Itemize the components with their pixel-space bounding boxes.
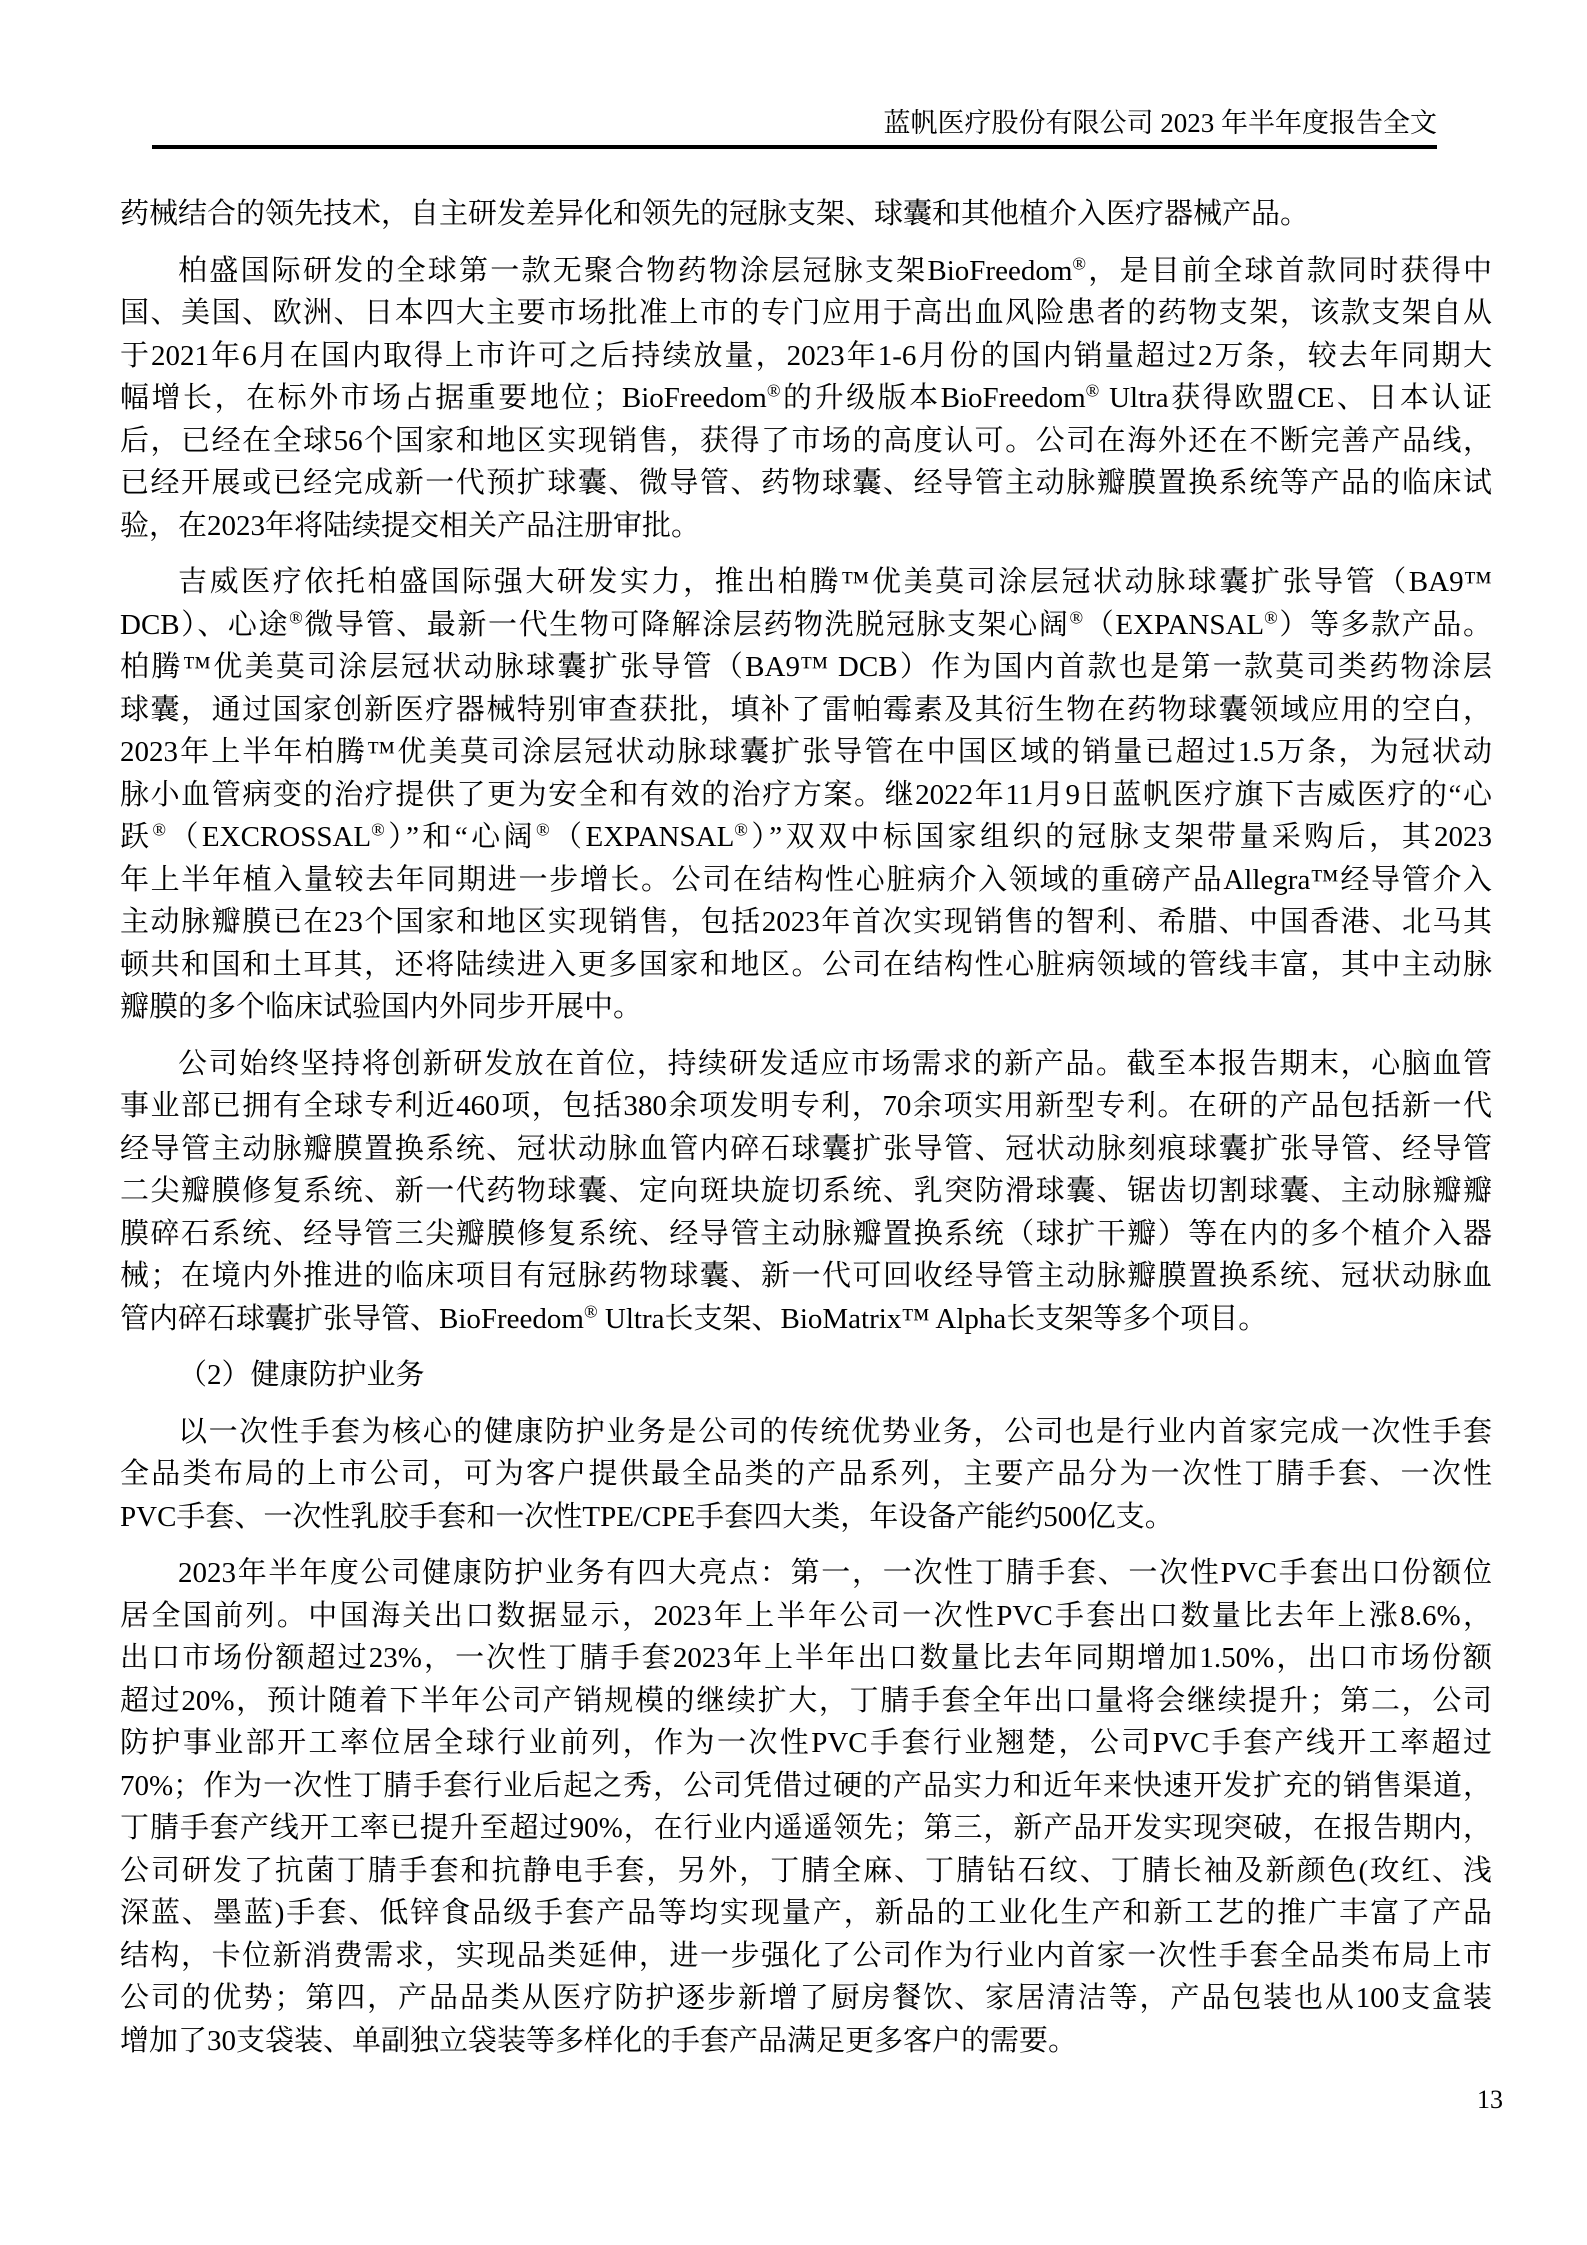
para-medical-device-intro-continuation bbox=[120, 193, 1492, 236]
text-line: （2）健康防护业务 bbox=[178, 1359, 425, 1391]
text-line: 主动脉瓣膜已在23个国家和地区实现销售，包括2023年首次实现销售的智利、希腊、中国香港、北马其 bbox=[120, 906, 1492, 938]
text-line: 防护事业部开工率位居全球行业前列，作为一次性PVC手套行业翘楚，公司PVC手套产线开工率超过 bbox=[120, 1727, 1492, 1759]
text-line: 增加了30支袋装、单副独立袋装等多样化的手套产品满足更多客户的需要。 bbox=[120, 2024, 1078, 2057]
text-line: 柏腾™优美莫司涂层冠状动脉球囊扩张导管（BA9™ DCB）作为国内首款也是第一款莫司类药物涂层 bbox=[120, 651, 1492, 683]
text-line: 公司研发了抗菌丁腈手套和抗静电手套，另外，丁腈全麻、丁腈钻石纹、丁腈长袖及新颜色(玫红、浅 bbox=[120, 1854, 1492, 1887]
text-line: 药械结合的领先技术，自主研发差异化和领先的冠脉支架、球囊和其他植介入医疗器械产品。 bbox=[120, 198, 1310, 230]
text-line: 幅增长，在标外市场占据重要地位；BioFreedom®的升级版本BioFreedom® Ultra获得欧盟CE、日本认证 bbox=[120, 380, 1492, 414]
text-line: 国、美国、欧洲、日本四大主要市场批准上市的专门应用于高出血风险患者的药物支架，该款支架自从 bbox=[120, 297, 1492, 329]
text-line: 2023年半年度公司健康防护业务有四大亮点：第一，一次性丁腈手套、一次性PVC手套出口份额位 bbox=[178, 1557, 1492, 1589]
text-line: 验，在2023年将陆续提交相关产品注册审批。 bbox=[120, 509, 701, 542]
header-rule bbox=[152, 145, 1437, 149]
text-line: 于2021年6月在国内取得上市许可之后持续放量，2023年1-6月份的国内销量超过2万条，较去年同期大 bbox=[120, 339, 1492, 372]
page-number: 13 bbox=[1477, 2085, 1503, 2114]
text-line: 全品类布局的上市公司，可为客户提供最全品类的产品系列，主要产品分为一次性丁腈手套、一次性 bbox=[120, 1458, 1492, 1490]
text-line: 70%；作为一次性丁腈手套行业后起之秀，公司凭借过硬的产品实力和近年来快速开发扩充的销售渠道， bbox=[120, 1769, 1492, 1802]
text-line: 超过20%，预计随着下半年公司产销规模的继续扩大，丁腈手套全年出口量将会继续提升；第二，公司 bbox=[120, 1684, 1492, 1717]
heading-health-protection bbox=[120, 1354, 1492, 1397]
text-line: 管内碎石球囊扩张导管、BioFreedom® Ultra长支架、BioMatrix™ Alpha长支架等多个项目。 bbox=[120, 1300, 1268, 1335]
text-line: 事业部已拥有全球专利近460项，包括380余项发明专利，70余项实用新型专利。在研的产品包括新一代 bbox=[120, 1090, 1492, 1122]
text-line: 公司始终坚持将创新研发放在首位，持续研发适应市场需求的新产品。截至本报告期末，心脑血管 bbox=[178, 1047, 1492, 1080]
text-line: 瓣膜的多个临床试验国内外同步开展中。 bbox=[120, 991, 643, 1023]
text-line: 膜碎石系统、经导管三尖瓣膜修复系统、经导管主动脉瓣置换系统（球扩干瓣）等在内的多个植介入器 bbox=[120, 1217, 1492, 1250]
text-line: DCB）、心途®微导管、最新一代生物可降解涂层药物洗脱冠脉支架心阔®（EXPANSAL®）等多款产品。 bbox=[120, 606, 1492, 641]
para-glove-business bbox=[120, 1411, 1492, 1539]
text-line: 脉小血管病变的治疗提供了更为安全和有效的治疗方案。继2022年11月9日蓝帆医疗旗下吉威医疗的“心 bbox=[120, 778, 1492, 811]
text-line: 深蓝、墨蓝)手套、低锌食品级手套产品等均实现量产，新品的工业化生产和新工艺的推广丰富了产品 bbox=[120, 1897, 1492, 1929]
text-line: 二尖瓣膜修复系统、新一代药物球囊、定向斑块旋切系统、乳突防滑球囊、锯齿切割球囊、主动脉瓣瓣 bbox=[120, 1175, 1492, 1207]
text-line: 公司的优势；第四，产品品类从医疗防护逐步新增了厨房餐饮、家居清洁等，产品包装也从100支盒装 bbox=[120, 1982, 1492, 2014]
text-line: 球囊，通过国家创新医疗器械特别审查获批，填补了雷帕霉素及其衍生物在药物球囊领域应用的空白， bbox=[120, 693, 1492, 726]
para-rd-pipeline bbox=[120, 1043, 1492, 1341]
text-line: 结构，卡位新消费需求，实现品类延伸，进一步强化了公司作为行业内首家一次性手套全品类布局上市 bbox=[120, 1939, 1492, 1972]
text-line: 械；在境内外推进的临床项目有冠脉药物球囊、新一代可回收经导管主动脉瓣膜置换系统、冠状动脉血 bbox=[120, 1260, 1492, 1292]
text-line: 居全国前列。中国海关出口数据显示，2023年上半年公司一次性PVC手套出口数量比去年上涨8.6%， bbox=[120, 1599, 1492, 1632]
text-line: PVC手套、一次性乳胶手套和一次性TPE/CPE手套四大类，年设备产能约500亿支。 bbox=[120, 1500, 1174, 1533]
text-line: 吉威医疗依托柏盛国际强大研发实力，推出柏腾™优美莫司涂层冠状动脉球囊扩张导管（BA9™ bbox=[178, 566, 1492, 598]
header-title: 蓝帆医疗股份有限公司 2023 年半年度报告全文 bbox=[883, 108, 1437, 138]
text-line: 后，已经在全球56个国家和地区实现销售，获得了市场的高度认可。公司在海外还在不断完善产品线， bbox=[120, 424, 1492, 457]
text-line: 出口市场份额超过23%，一次性丁腈手套2023年上半年出口数量比去年同期增加1.50%，出口市场份额 bbox=[120, 1642, 1492, 1674]
para-biofreedom bbox=[120, 250, 1492, 548]
text-line: 年上半年植入量较去年同期进一步增长。公司在结构性心脏病介入领域的重磅产品Allegra™经导管介入 bbox=[120, 863, 1492, 896]
text-line: 已经开展或已经完成新一代预扩球囊、微导管、药物球囊、经导管主动脉瓣膜置换系统等产品的临床试 bbox=[120, 467, 1492, 499]
text-line: 柏盛国际研发的全球第一款无聚合物药物涂层冠脉支架BioFreedom®，是目前全球首款同时获得中 bbox=[178, 252, 1492, 287]
para-jiwei-medical bbox=[120, 561, 1492, 1029]
text-line: 跃®（EXCROSSAL®）”和“心阔®（EXPANSAL®）”双双中标国家组织的冠脉支架带量采购后，其2023 bbox=[120, 819, 1492, 853]
report-body bbox=[120, 193, 1492, 2076]
text-line: 以一次性手套为核心的健康防护业务是公司的传统优势业务，公司也是行业内首家完成一次性手套 bbox=[178, 1415, 1492, 1448]
text-line: 经导管主动脉瓣膜置换系统、冠状动脉血管内碎石球囊扩张导管、冠状动脉刻痕球囊扩张导管、经导管 bbox=[120, 1132, 1492, 1165]
text-line: 丁腈手套产线开工率已提升至超过90%，在行业内遥遥领先；第三，新产品开发实现突破，在报告期内， bbox=[120, 1812, 1492, 1844]
text-line: 顿共和国和土耳其，还将陆续进入更多国家和地区。公司在结构性心脏病领域的管线丰富，其中主动脉 bbox=[120, 948, 1492, 981]
text-line: 2023年上半年柏腾™优美莫司涂层冠状动脉球囊扩张导管在中国区域的销量已超过1.5万条，为冠状动 bbox=[120, 736, 1492, 768]
para-glove-highlights bbox=[120, 1552, 1492, 2062]
